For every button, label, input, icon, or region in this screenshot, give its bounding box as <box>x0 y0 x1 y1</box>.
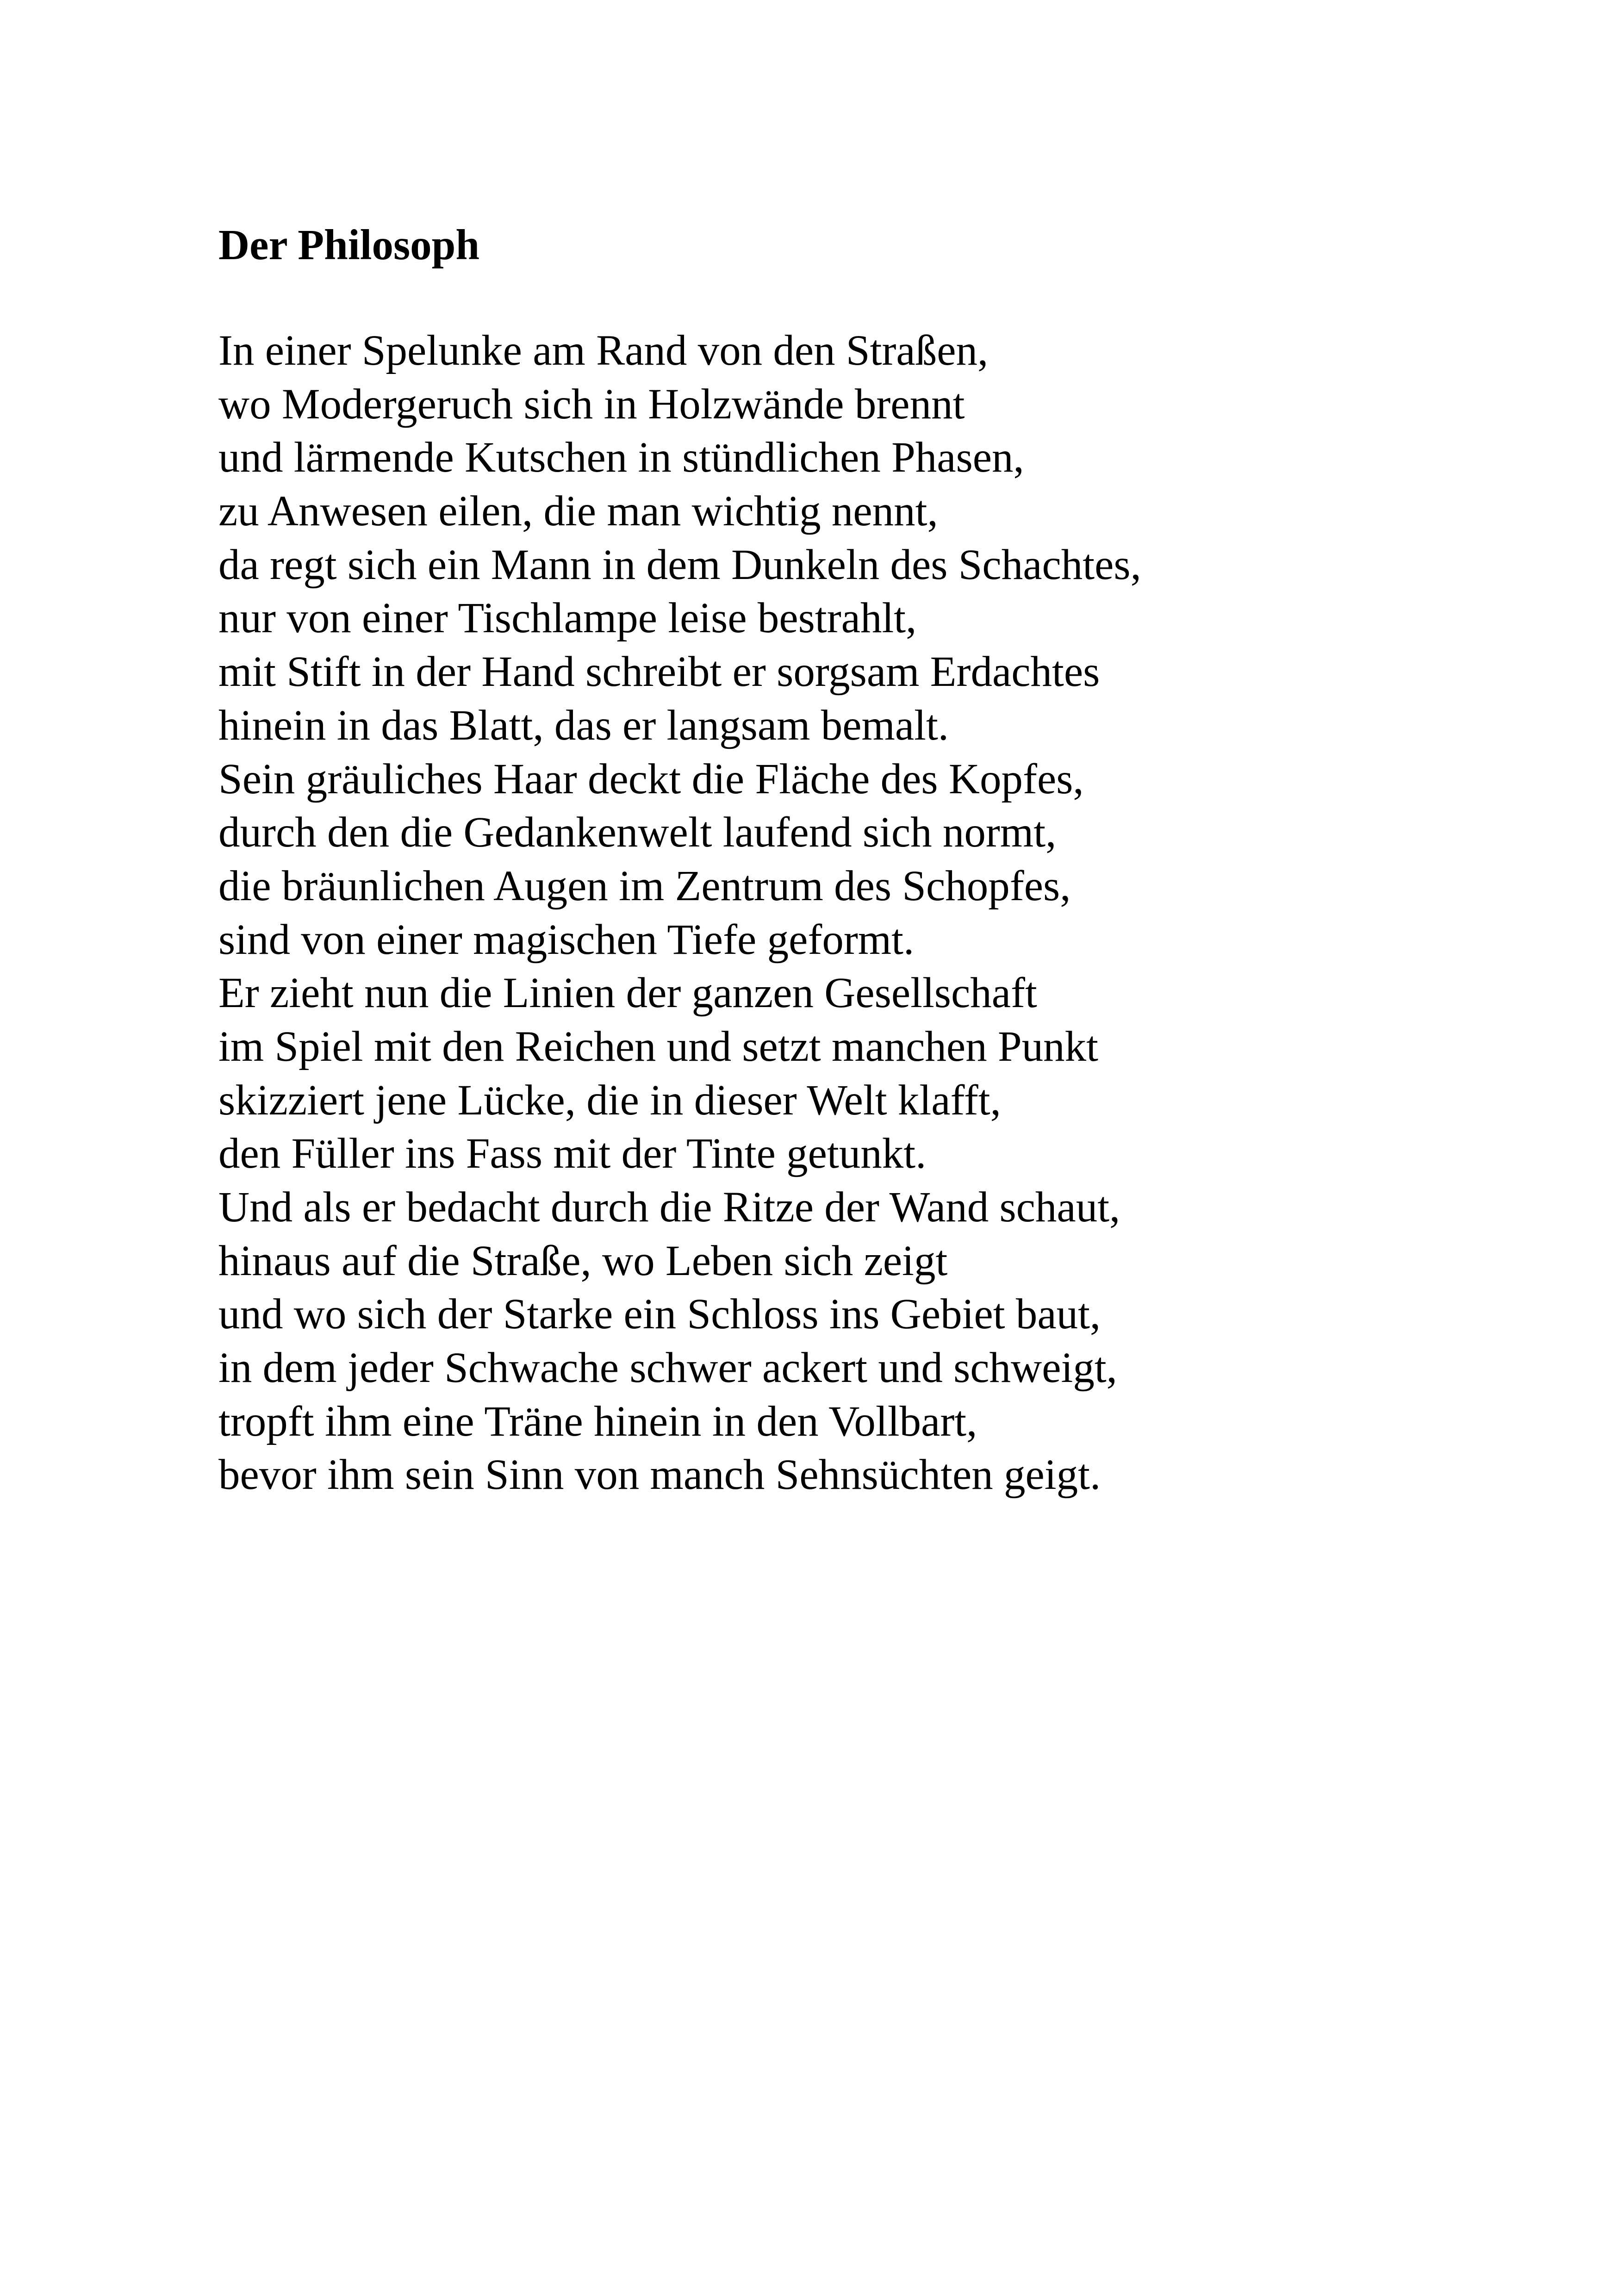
poem-line: zu Anwesen eilen, die man wichtig nennt, <box>218 487 938 535</box>
poem-line: nur von einer Tischlampe leise bestrahlt, <box>218 594 917 642</box>
poem-line: und lärmende Kutschen in stündlichen Phasen, <box>218 434 1024 482</box>
poem-line: bevor ihm sein Sinn von manch Sehnsüchten geigt. <box>218 1451 1101 1499</box>
poem-line: im Spiel mit den Reichen und setzt manchen Punkt <box>218 1022 1099 1070</box>
poem-line: hinaus auf die Straße, wo Leben sich zeigt <box>218 1237 948 1285</box>
poem-line: tropft ihm eine Träne hinein in den Vollbart, <box>218 1397 977 1445</box>
poem-line: skizziert jene Lücke, die in dieser Welt klafft, <box>218 1076 1001 1124</box>
poem-line: sind von einer magischen Tiefe geformt. <box>218 915 915 964</box>
poem-title: Der Philosoph <box>218 221 480 269</box>
poem-line: Er zieht nun die Linien der ganzen Gesellschaft <box>218 969 1037 1017</box>
poem-line: Und als er bedacht durch die Ritze der Wand schaut, <box>218 1183 1120 1231</box>
poem-line: In einer Spelunke am Rand von den Straßen, <box>218 327 989 374</box>
poem-line: in dem jeder Schwache schwer ackert und schweigt, <box>218 1344 1117 1392</box>
poem-line: und wo sich der Starke ein Schloss ins Gebiet baut, <box>218 1290 1101 1338</box>
poem-line: da regt sich ein Mann in dem Dunkeln des Schachtes, <box>218 541 1141 589</box>
poem-line: mit Stift in der Hand schreibt er sorgsam Erdachtes <box>218 648 1100 696</box>
poem-line: durch den die Gedankenwelt laufend sich normt, <box>218 809 1057 857</box>
poem-line: hinein in das Blatt, das er langsam bemalt. <box>218 701 949 749</box>
poem-line: Sein gräuliches Haar deckt die Fläche des Kopfes, <box>218 755 1084 803</box>
poem-line: die bräunlichen Augen im Zentrum des Schopfes, <box>218 862 1071 910</box>
poem-body <box>218 324 1141 1502</box>
poem-line: den Füller ins Fass mit der Tinte getunkt. <box>218 1130 927 1178</box>
poem-line: wo Modergeruch sich in Holzwände brennt <box>218 380 965 428</box>
